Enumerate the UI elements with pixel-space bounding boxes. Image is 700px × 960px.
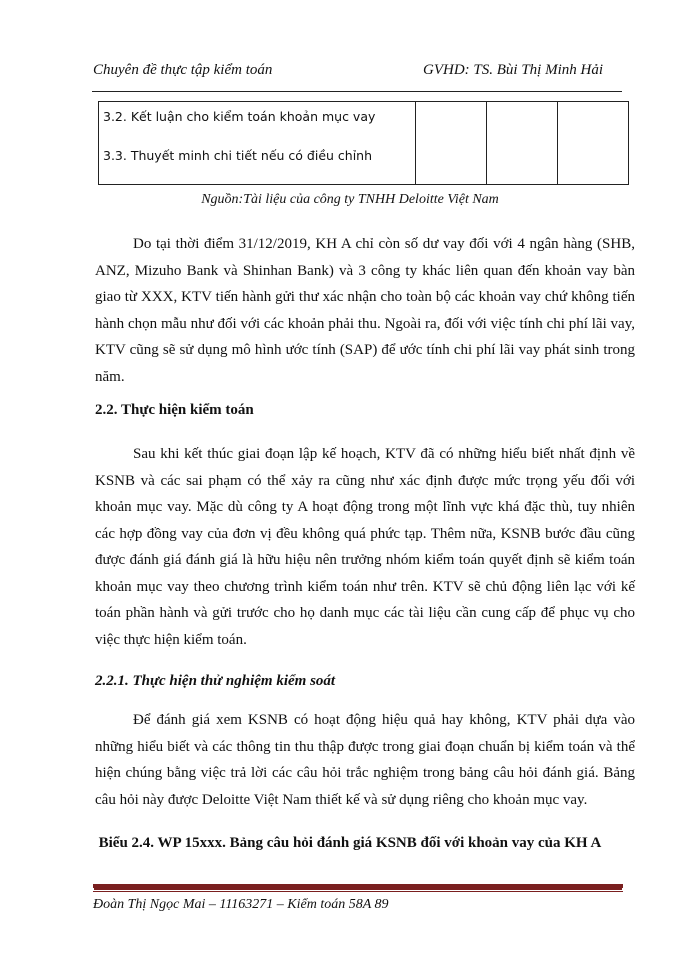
page-header (93, 62, 623, 79)
audit-program-table (98, 101, 629, 185)
header-supervisor: GVHD: TS. Bùi Thị Minh Hải (423, 62, 603, 78)
figure-caption: Biểu 2.4. WP 15xxx. Bảng câu hỏi đánh giá KSNB đối với khoản vay của KH A (98, 835, 602, 851)
table-row-text: 3.2. Kết luận cho kiểm toán khoản mục vay (103, 109, 376, 124)
table-cell (487, 102, 558, 185)
table-cell (416, 102, 487, 185)
footer-divider-thin (93, 891, 623, 892)
paragraph (95, 707, 635, 813)
table-row-text: 3.3. Thuyết minh chi tiết nếu có điều chỉnh (103, 148, 373, 163)
header-divider (92, 91, 622, 92)
table-cell-procedure (99, 102, 416, 185)
paragraph-text: Do tại thời điểm 31/12/2019, KH A chỉ còn số dư vay đối với 4 ngân hàng (SHB, ANZ, Mizuho Bank và Shinhan Bank) và 3 công ty khác liên quan đến khoản vay bàn giao từ XXX, KTV tiến hành gửi thư xác nhận cho toàn bộ các khoản vay chứ không tiến hành chọn mẫu như đối với các khoản phải thu. Ngoài ra, đối với việc tính chi phí lãi vay, KTV cũng sẽ sử dụng mô hình ước tính (SAP) để ước tính chi phí lãi vay phát sinh trong năm. (95, 236, 635, 385)
table-row (99, 102, 629, 185)
footer-divider (93, 884, 623, 888)
paragraph (95, 441, 635, 653)
table-cell (558, 102, 629, 185)
paragraph (95, 231, 635, 390)
section-heading: 2.2. Thực hiện kiểm toán (95, 402, 254, 418)
page-footer: Đoàn Thị Ngọc Mai – 11163271 – Kiểm toán 58A 89 (93, 897, 389, 912)
table-source-note: Nguồn:Tài liệu của công ty TNHH Deloitte Việt Nam (201, 192, 499, 207)
paragraph-text: Sau khi kết thúc giai đoạn lập kế hoạch, KTV đã có những hiểu biết nhất định về KSNB và các sai phạm có thể xảy ra cũng như xác định được mức trọng yếu đối với khoản mục vay. Mặc dù công ty A hoạt động trong một lĩnh vực khá đặc thù, tuy nhiên các hợp đồng vay của đơn vị đều không quá phức tạp. Thêm nữa, KSNB bước đầu cũng được đánh giá đánh giá là hữu hiệu nên trưởng nhóm kiểm toán quyết định sẽ kiểm toán khoản mục vay theo chương trình kiểm toán như trên. KTV sẽ chủ động liên lạc với kế toán phần hành và gửi trước cho họ danh mục các tài liệu cần cung cấp để phục vụ cho việc thực hiện kiểm toán. (95, 446, 635, 648)
subsection-heading: 2.2.1. Thực hiện thử nghiệm kiểm soát (95, 673, 336, 689)
paragraph-text: Để đánh giá xem KSNB có hoạt động hiệu quả hay không, KTV phải dựa vào những hiểu biết và các thông tin thu thập được trong giai đoạn chuẩn bị kiểm toán và thể hiện chúng bằng việc trả lời các câu hỏi trắc nghiệm trong bảng câu hỏi đánh giá. Bảng câu hỏi này được Deloitte Việt Nam thiết kế và sử dụng riêng cho khoản mục vay. (95, 712, 635, 808)
header-title: Chuyên đề thực tập kiểm toán (93, 62, 273, 78)
